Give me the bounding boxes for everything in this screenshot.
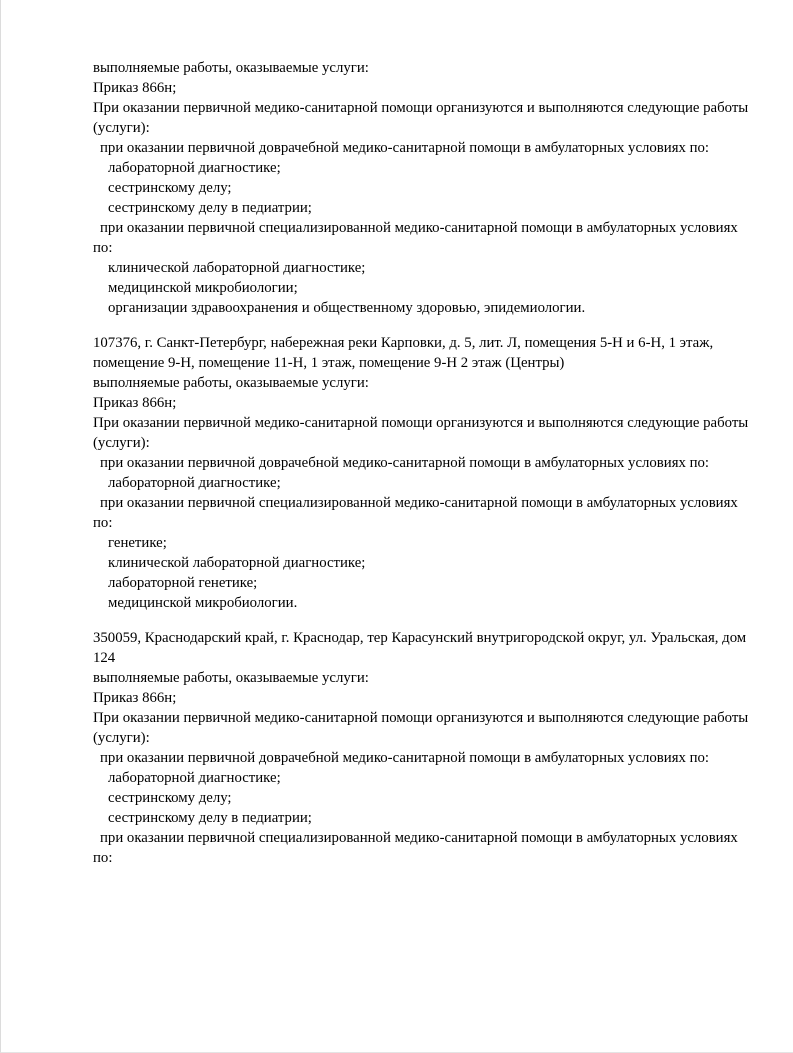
service-item: лабораторной диагностике; (108, 160, 281, 176)
service-item: клинической лабораторной диагностике; (108, 260, 366, 276)
care-type-item: при оказании первичной специализированной медико-санитарной помощи в амбулаторных условиях по: (93, 830, 738, 866)
service-item: медицинской микробиологии; (108, 280, 298, 296)
order-reference: Приказ 866н; (93, 80, 177, 96)
services-intro: При оказании первичной медико-санитарной помощи организуются и выполняются следующие работы (услуги): (93, 415, 749, 451)
order-reference: Приказ 866н; (93, 395, 177, 411)
service-item: сестринскому делу; (108, 790, 232, 806)
service-item: медицинской микробиологии. (108, 595, 298, 611)
services-intro: При оказании первичной медико-санитарной помощи организуются и выполняются следующие работы (услуги): (93, 710, 749, 746)
service-item: лабораторной генетике; (108, 575, 258, 591)
address-line: 107376, г. Санкт-Петербург, набережная реки Карповки, д. 5, лит. Л, помещения 5-Н и 6-Н, 1 этаж, помещение 9-Н, помещение 11-Н, 1 этаж, помещение 9-Н 2 этаж (Центры) (93, 335, 714, 371)
care-type-item: при оказании первичной специализированной медико-санитарной помощи в амбулаторных условиях по: (93, 495, 738, 531)
service-item: лабораторной диагностике; (108, 475, 281, 491)
service-item: сестринскому делу в педиатрии; (108, 810, 312, 826)
services-intro: При оказании первичной медико-санитарной помощи организуются и выполняются следующие работы (услуги): (93, 100, 749, 136)
license-works-block-2 (93, 333, 750, 613)
service-item: сестринскому делу; (108, 180, 232, 196)
service-item: генетике; (108, 535, 167, 551)
license-works-block-1 (93, 58, 750, 318)
license-works-text (93, 58, 750, 868)
care-type-item: при оказании первичной специализированной медико-санитарной помощи в амбулаторных условиях по: (93, 220, 738, 256)
address-line: 350059, Краснодарский край, г. Краснодар, тер Карасунский внутригородской округ, ул. Уральская, дом 124 (93, 630, 747, 666)
services-heading: выполняемые работы, оказываемые услуги: (93, 60, 369, 76)
service-item: лабораторной диагностике; (108, 770, 281, 786)
care-type-item: при оказании первичной доврачебной медико-санитарной помощи в амбулаторных условиях по: (100, 140, 710, 156)
service-item: организации здравоохранения и общественному здоровью, эпидемиологии. (108, 300, 586, 316)
care-type-item: при оказании первичной доврачебной медико-санитарной помощи в амбулаторных условиях по: (100, 455, 710, 471)
service-item: сестринскому делу в педиатрии; (108, 200, 312, 216)
services-heading: выполняемые работы, оказываемые услуги: (93, 375, 369, 391)
care-type-item: при оказании первичной доврачебной медико-санитарной помощи в амбулаторных условиях по: (100, 750, 710, 766)
service-item: клинической лабораторной диагностике; (108, 555, 366, 571)
license-works-block-3 (93, 628, 750, 868)
order-reference: Приказ 866н; (93, 690, 177, 706)
services-heading: выполняемые работы, оказываемые услуги: (93, 670, 369, 686)
